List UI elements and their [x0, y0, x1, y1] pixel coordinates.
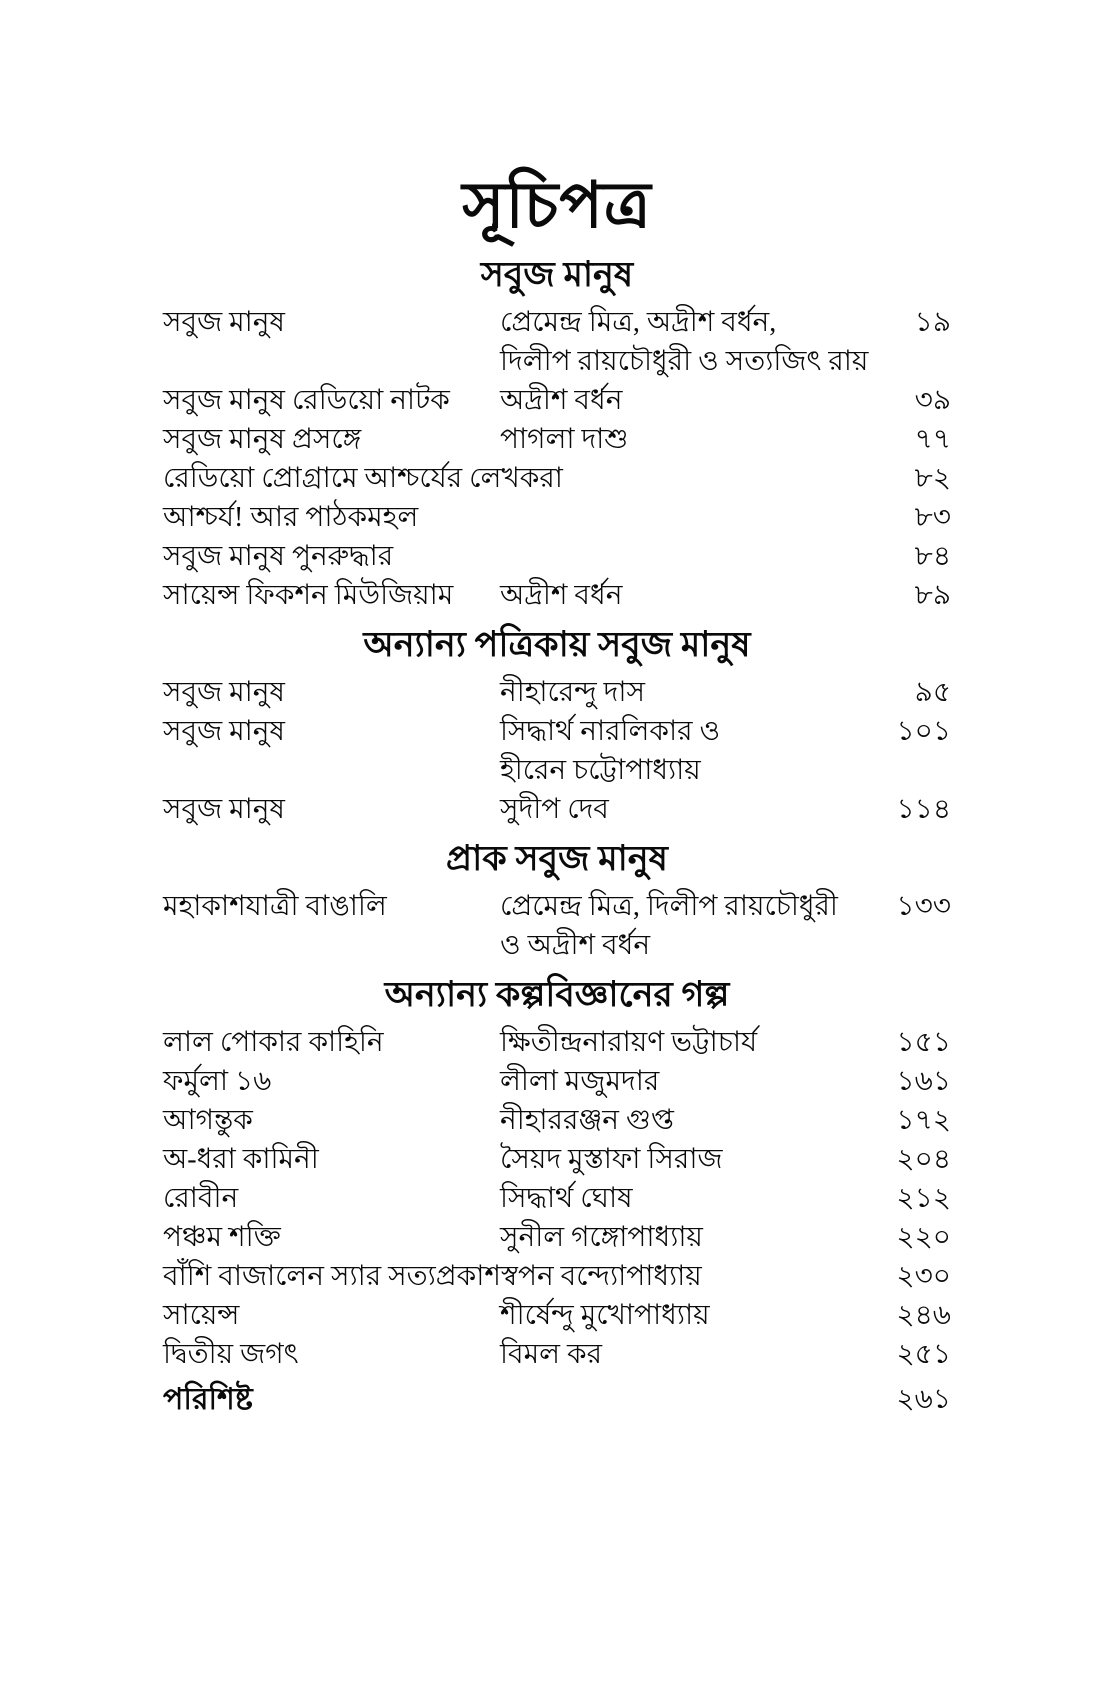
toc-entry-appendix [163, 1378, 951, 1422]
entry-author: অদ্রীশ বর্ধন [500, 384, 623, 416]
entry-author [500, 887, 879, 965]
toc-entry [163, 537, 951, 576]
toc-entry [163, 1218, 951, 1257]
entry-title: সবুজ মানুষ পুনরুদ্ধার [163, 540, 394, 572]
toc-entry [163, 303, 951, 381]
entry-page-number: ২৩০ [896, 1260, 951, 1292]
entry-title: আগন্তুক [163, 1104, 253, 1136]
entry-page-number: ৮৪ [914, 540, 951, 572]
toc-entry [163, 790, 951, 829]
entry-page-number: ১৩৩ [896, 890, 951, 922]
entry-author: সিদ্ধার্থ ঘোষ [500, 1182, 633, 1214]
entry-title: মহাকাশযাত্রী বাঙালি [163, 890, 387, 922]
entry-title: সবুজ মানুষ [163, 306, 285, 338]
entry-author: নীহারেন্দু দাস [500, 676, 645, 708]
entry-page-number: ১৫১ [896, 1026, 951, 1058]
entry-author: সৈয়দ মুস্তাফা সিরাজ [500, 1143, 723, 1175]
entry-author-line: প্রেমেন্দ্র মিত্র, দিলীপ রায়চৌধুরী [500, 890, 838, 922]
entry-author-line: ও অদ্রীশ বর্ধন [500, 929, 651, 961]
entry-author: সুদীপ দেব [500, 793, 609, 825]
toc-entry [163, 1023, 951, 1062]
toc-entry [163, 1257, 951, 1296]
entry-page-number: ৭৭ [914, 423, 951, 455]
entry-title: সবুজ মানুষ [163, 793, 285, 825]
toc-entry [163, 1335, 951, 1374]
toc-entry [163, 459, 951, 498]
entry-author: সুনীল গঙ্গোপাধ্যায় [500, 1221, 703, 1253]
entry-author-line: সিদ্ধার্থ নারলিকার ও [500, 715, 721, 747]
entry-author: নীহাররঞ্জন গুপ্ত [500, 1104, 674, 1136]
entry-page-number: ২০৪ [896, 1143, 951, 1175]
toc-content [163, 0, 951, 1422]
toc-entry [163, 712, 951, 790]
entry-title: সায়েন্স [163, 1299, 240, 1331]
entry-page-number: ১১৪ [896, 793, 951, 825]
entry-title: অ-ধরা কামিনী [163, 1143, 319, 1175]
toc-entry [163, 673, 951, 712]
entry-title: রোবীন [163, 1182, 239, 1214]
entry-page-number: ২২০ [896, 1221, 951, 1253]
toc-entry [163, 1179, 951, 1218]
section-heading-prak-sabuj-manush: প্রাক সবুজ মানুষ [446, 838, 668, 878]
section-heading-anyanya-kalpabigyan: অন্যান্য কল্পবিজ্ঞানের গল্প [384, 974, 730, 1014]
entry-author: বিমল কর [500, 1338, 602, 1370]
toc-entry [163, 576, 951, 615]
entry-author [500, 712, 879, 790]
toc-entry [163, 420, 951, 459]
entry-author: শীর্ষেন্দু মুখোপাধ্যায় [500, 1299, 710, 1331]
section-heading-sabuj-manush: সবুজ মানুষ [480, 254, 634, 294]
entry-author-line: প্রেমেন্দ্র মিত্র, অদ্রীশ বর্ধন, [500, 306, 777, 338]
entry-title: সবুজ মানুষ [163, 676, 285, 708]
entry-title: আশ্চর্য! আর পাঠকমহল [163, 501, 419, 533]
entry-title: লাল পোকার কাহিনি [163, 1026, 384, 1058]
entry-author: লীলা মজুমদার [500, 1065, 660, 1097]
toc-entry [163, 887, 951, 965]
entry-title: দ্বিতীয় জগৎ [163, 1338, 299, 1370]
entry-author: স্বপন বন্দ্যোপাধ্যায় [500, 1260, 702, 1292]
entry-title: রেডিয়ো প্রোগ্রামে আশ্চর্যের লেখকরা [163, 462, 563, 494]
entry-title: সবুজ মানুষ প্রসঙ্গে [163, 423, 362, 455]
entry-author-line: হীরেন চট্টোপাধ্যায় [500, 754, 701, 786]
toc-entry [163, 1296, 951, 1335]
entry-title: বাঁশি বাজালেন স্যার সত্যপ্রকাশ [163, 1260, 501, 1292]
entry-title: ফর্মুলা ১৬ [163, 1065, 272, 1097]
toc-entry [163, 1101, 951, 1140]
entry-title: সায়েন্স ফিকশন মিউজিয়াম [163, 579, 454, 611]
toc-entry [163, 1140, 951, 1179]
entry-author: ক্ষিতীন্দ্রনারায়ণ ভট্টাচার্য [500, 1026, 758, 1058]
entry-page-number: ২১২ [896, 1182, 951, 1214]
entry-page-number: ৯৫ [914, 676, 951, 708]
section-heading-anyanya-patrikay: অন্যান্য পত্রিকায় সবুজ মানুষ [363, 624, 751, 664]
entry-author-line: দিলীপ রায়চৌধুরী ও সত্যজিৎ রায় [500, 345, 869, 377]
entry-title: সবুজ মানুষ [163, 715, 285, 747]
entry-page-number: ৮৯ [914, 579, 951, 611]
entry-page-number: ২৫১ [896, 1338, 951, 1370]
entry-title: পঞ্চম শক্তি [163, 1221, 281, 1253]
entry-page-number: ১৬১ [896, 1065, 951, 1097]
entry-page-number: ৮২ [914, 462, 951, 494]
entry-page-number: ২৪৬ [896, 1299, 951, 1331]
entry-author: অদ্রীশ বর্ধন [500, 579, 623, 611]
entry-page-number: ১০১ [896, 715, 951, 747]
appendix-title: পরিশিষ্ট [163, 1382, 253, 1416]
toc-entry [163, 381, 951, 420]
entry-page-number: ১৯ [914, 306, 951, 338]
entry-author: পাগলা দাশু [500, 423, 629, 455]
toc-entry [163, 498, 951, 537]
entry-page-number: ৮৩ [914, 501, 951, 533]
entry-page-number: ২৬১ [896, 1383, 951, 1415]
toc-entry [163, 1062, 951, 1101]
entry-title: সবুজ মানুষ রেডিয়ো নাটক [163, 384, 450, 416]
page-title: সূচিপত্র [462, 170, 652, 241]
entry-page-number: ১৭২ [896, 1104, 951, 1136]
entry-author [500, 303, 879, 381]
entry-page-number: ৩৯ [914, 384, 951, 416]
